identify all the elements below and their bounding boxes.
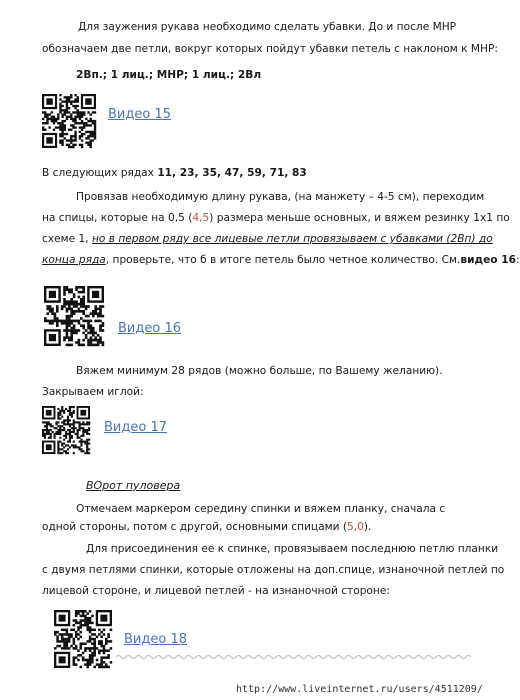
needle-size-45: 4,5 xyxy=(192,212,210,224)
video-18-link[interactable]: Видео 18 xyxy=(124,632,187,647)
rows-text xyxy=(42,166,307,181)
cuff-line-2-start: на спицы, которые на 0,5 ( xyxy=(42,212,193,224)
collar-line-2-start: одной стороны, потом с другой, основными спицами ( xyxy=(42,521,347,533)
cuff-line-3-emphasis: но в первом ряду все лицевые петли провязываем с убавками (2Вп) до xyxy=(91,233,493,245)
video-16-reference: видео 16 xyxy=(460,254,516,266)
cuff-text-line-1: Провязав необходимую длину рукава, (на манжету – 4-5 см), переходим xyxy=(76,191,485,203)
qr-code-video-16 xyxy=(44,286,104,350)
collar-title: ВОрот пуловера xyxy=(86,479,181,492)
collar-line-2-end: ). xyxy=(363,521,372,533)
min-rows-text: Вяжем минимум 28 рядов (можно больше, по Вашему желанию). xyxy=(76,365,443,377)
qr-code-video-15 xyxy=(42,94,96,152)
cuff-text-line-3 xyxy=(42,232,493,247)
sleeve-text-line-2: обозначаем две петли, вокруг которых пойдут убавки петель с наклоном к МНР: xyxy=(42,43,498,55)
collar-text-line-4: с двумя петлями спинки, которые отложены на доп.спице, изнаночной петлей по xyxy=(42,564,505,576)
video-17-link[interactable]: Видео 17 xyxy=(104,420,167,435)
rows-prefix: В следующих рядах xyxy=(42,167,158,179)
close-with-needle-text: Закрываем иглой: xyxy=(42,386,144,398)
collar-text-line-1: Отмечаем маркером середину спинки и вяжем планку, сначала с xyxy=(76,503,446,515)
qr-code-video-17 xyxy=(42,406,90,458)
cuff-text-line-2 xyxy=(42,211,510,226)
decorative-wavy-divider xyxy=(116,654,446,660)
sleeve-text-line-1: Для заужения рукава необходимо сделать убавки. До и после МНР xyxy=(78,21,457,33)
needle-size-50: 5,0 xyxy=(346,521,364,533)
cuff-text-line-4 xyxy=(42,253,520,268)
collar-text-line-3: Для присоединения ее к спинке, провязываем последнюю петлю планки xyxy=(86,543,499,555)
qr-code-video-18 xyxy=(54,610,112,672)
cuff-line-4-middle: , проверьте, что б в итоге петель было четное количество. См. xyxy=(105,254,461,266)
rows-numbers: 11, 23, 35, 47, 59, 71, 83 xyxy=(157,167,307,179)
cuff-line-2-end: ) размера меньше основных, и вяжем резинку 1х1 по xyxy=(209,212,510,224)
cuff-line-4-colon: : xyxy=(515,254,520,266)
collar-text-line-2 xyxy=(42,520,371,535)
video-16-link[interactable]: Видео 16 xyxy=(118,321,181,336)
cuff-line-4-emphasis: конца ряда xyxy=(42,254,106,266)
video-15-link[interactable]: Видео 15 xyxy=(108,107,171,122)
decrease-formula: 2Вп.; 1 лиц.; МНР; 1 лиц.; 2Вл xyxy=(76,69,262,81)
collar-text-line-5: лицевой стороне, и лицевой петлей - на изнаночной стороне: xyxy=(42,585,390,597)
cuff-line-3-start: схеме 1, xyxy=(42,233,92,245)
footer-url: http://www.liveinternet.ru/users/4511209/ xyxy=(236,684,483,695)
